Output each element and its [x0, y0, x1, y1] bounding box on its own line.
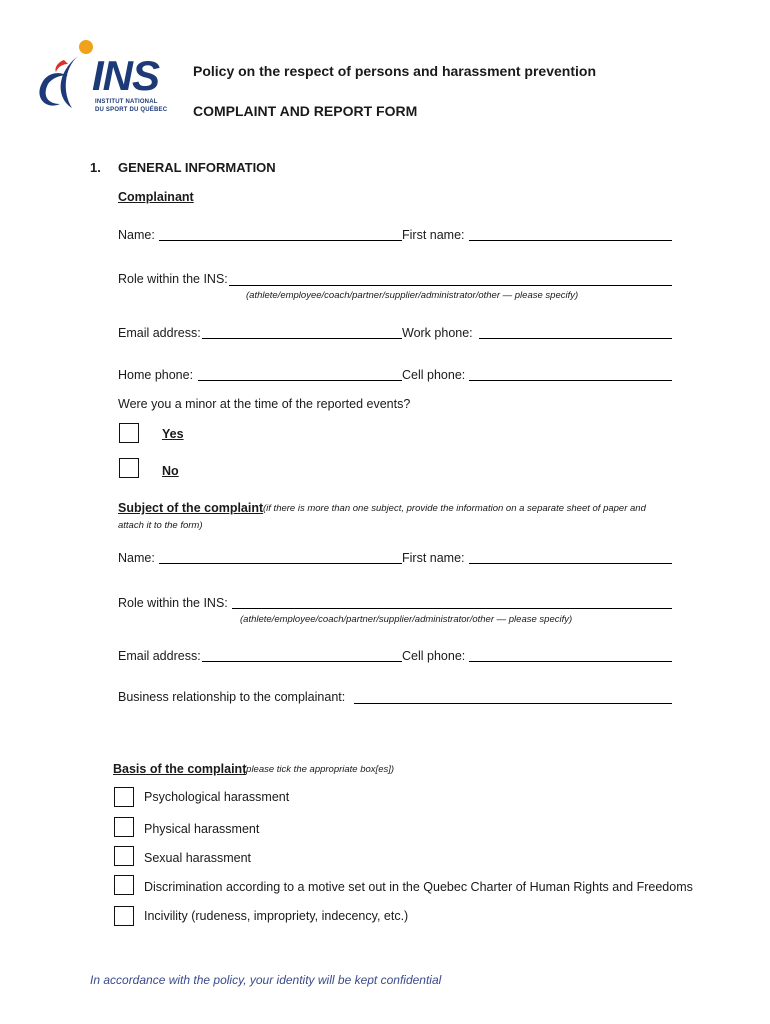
- page-title: Policy on the respect of persons and harassment prevention: [193, 63, 596, 79]
- complainant-name-field[interactable]: [159, 240, 402, 241]
- basis-checkbox[interactable]: [114, 875, 134, 895]
- relationship-label: Business relationship to the complainant:: [118, 690, 346, 704]
- basis-option-label: Incivility (rudeness, impropriety, indecency, etc.): [144, 909, 409, 923]
- complainant-role-field[interactable]: [229, 285, 672, 286]
- complainant-heading: Complainant: [118, 190, 194, 204]
- subject-note-line2: attach it to the form): [118, 520, 203, 531]
- subject-role-field[interactable]: [232, 608, 672, 609]
- basis-checkbox[interactable]: [114, 787, 134, 807]
- subject-name-label: Name:: [118, 551, 155, 565]
- logo-wordmark: INS: [92, 52, 160, 99]
- basis-checkbox[interactable]: [114, 846, 134, 866]
- minor-no-label: No: [162, 464, 179, 478]
- complainant-cell-phone-label: Cell phone:: [402, 368, 466, 382]
- complainant-email-field[interactable]: [202, 338, 402, 339]
- complainant-home-phone-field[interactable]: [198, 380, 402, 381]
- complainant-work-phone-label: Work phone:: [402, 326, 473, 340]
- complainant-first-name-label: First name:: [402, 228, 465, 242]
- complainant-role-hint: (athlete/employee/coach/partner/supplier/administrator/other — please specify): [246, 290, 579, 301]
- minor-yes-label: Yes: [162, 427, 184, 441]
- subject-name-field[interactable]: [159, 563, 402, 564]
- section-number: 1.: [90, 160, 101, 175]
- basis-checkbox[interactable]: [114, 817, 134, 837]
- subject-first-name-label: First name:: [402, 551, 465, 565]
- subject-cell-phone-label: Cell phone:: [402, 649, 466, 663]
- subject-cell-phone-field[interactable]: [469, 661, 672, 662]
- logo-subtitle-1: INSTITUT NATIONAL: [95, 99, 158, 105]
- subject-first-name-field[interactable]: [469, 563, 672, 564]
- basis-checkbox[interactable]: [114, 906, 134, 926]
- basis-option-label: Physical harassment: [144, 822, 260, 836]
- complainant-role-label: Role within the INS:: [118, 272, 228, 286]
- complainant-home-phone-label: Home phone:: [118, 368, 194, 382]
- basis-note: (please tick the appropriate box[es]): [243, 764, 395, 775]
- minor-question: Were you a minor at the time of the reported events?: [118, 397, 411, 411]
- basis-option-label: Sexual harassment: [144, 851, 252, 865]
- subject-heading: Subject of the complaint: [118, 501, 264, 515]
- minor-yes-checkbox[interactable]: [119, 423, 139, 443]
- subject-email-label: Email address:: [118, 649, 201, 663]
- subject-role-hint: (athlete/employee/coach/partner/supplier/administrator/other — please specify): [240, 614, 573, 625]
- complainant-work-phone-field[interactable]: [479, 338, 672, 339]
- basis-option-label: Discrimination according to a motive set out in the Quebec Charter of Human Rights and Freedoms: [144, 880, 693, 894]
- section-title: GENERAL INFORMATION: [118, 160, 276, 175]
- form-title: COMPLAINT AND REPORT FORM: [193, 103, 418, 119]
- logo-subtitle-2: DU SPORT DU QUÉBEC: [95, 107, 168, 113]
- subject-email-field[interactable]: [202, 661, 402, 662]
- complainant-first-name-field[interactable]: [469, 240, 672, 241]
- complainant-email-label: Email address:: [118, 326, 201, 340]
- complainant-cell-phone-field[interactable]: [469, 380, 672, 381]
- subject-note-line1: (if there is more than one subject, provide the information on a separate sheet of paper and: [263, 503, 646, 514]
- confidentiality-footer: In accordance with the policy, your identity will be kept confidential: [90, 973, 442, 987]
- complainant-name-label: Name:: [118, 228, 155, 242]
- basis-heading: Basis of the complaint: [113, 762, 247, 776]
- subject-role-label: Role within the INS:: [118, 596, 228, 610]
- basis-option-label: Psychological harassment: [144, 790, 290, 804]
- relationship-field[interactable]: [354, 703, 672, 704]
- minor-no-checkbox[interactable]: [119, 458, 139, 478]
